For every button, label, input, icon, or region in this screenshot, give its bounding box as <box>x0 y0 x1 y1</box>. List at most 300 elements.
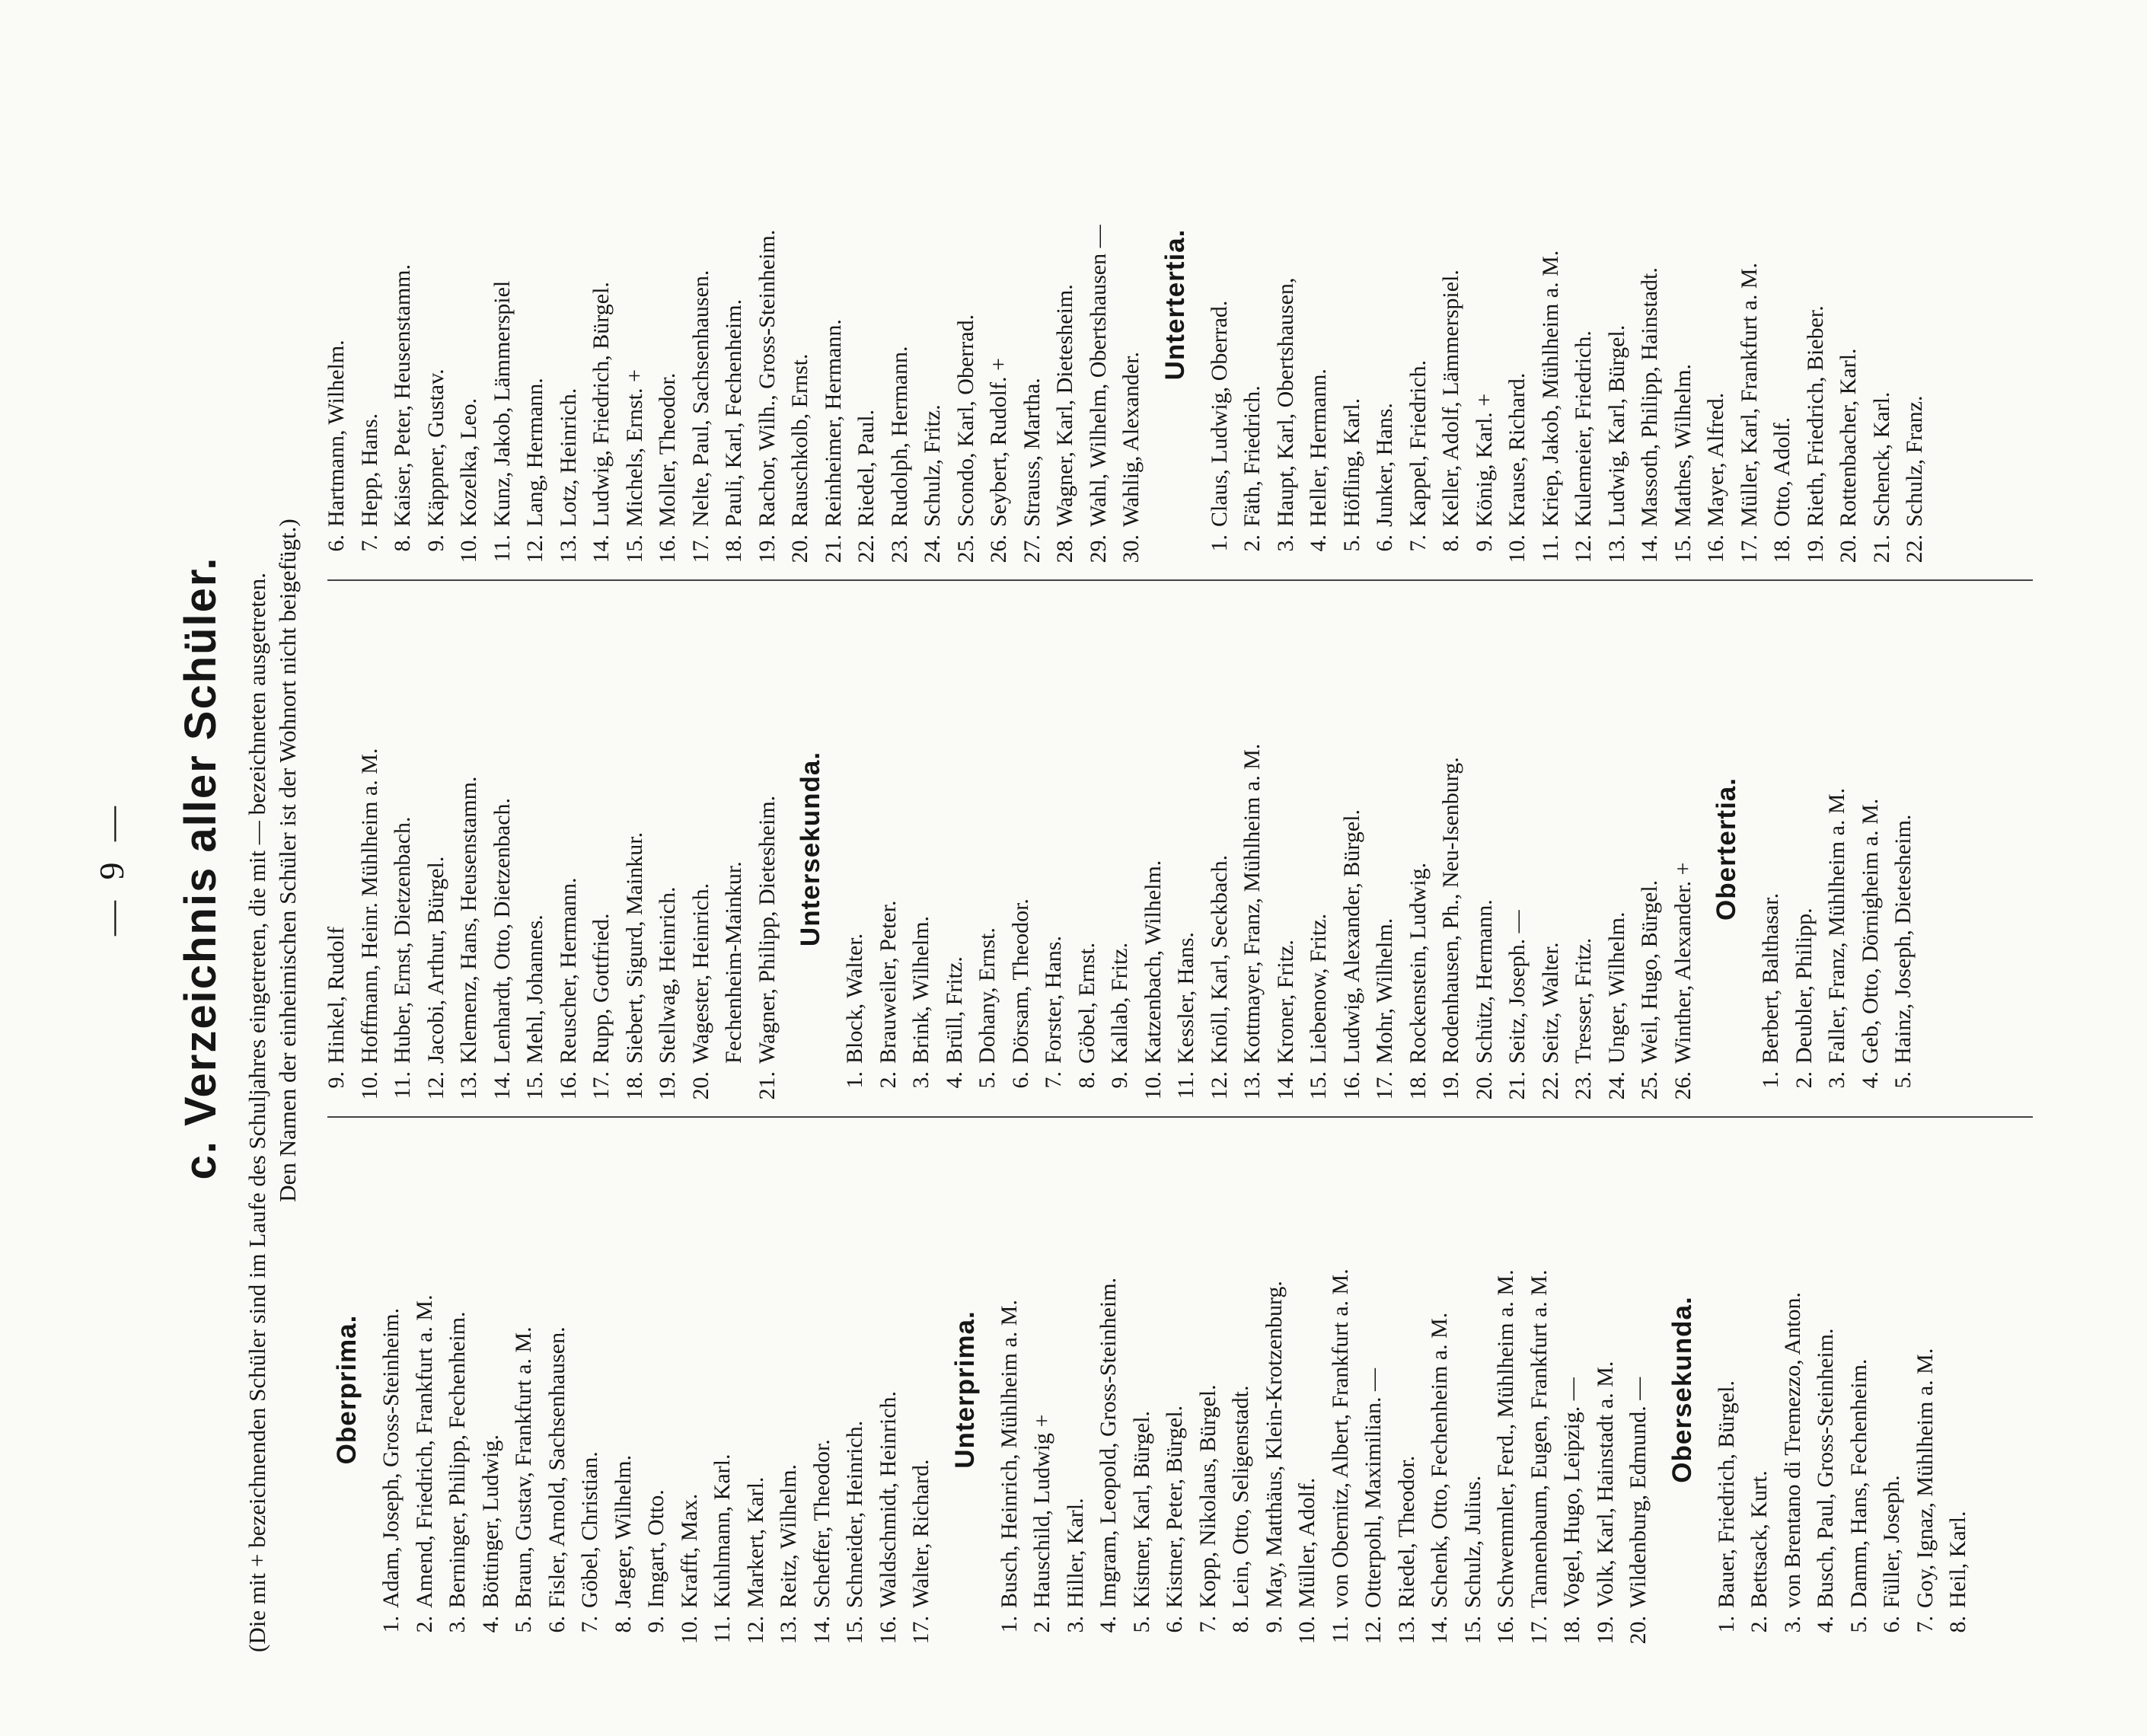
student-entry <box>552 590 585 1108</box>
student-entry <box>420 38 453 571</box>
class-heading: Obersekunda. <box>1667 1296 1697 1483</box>
entry-number: 4. <box>477 1616 503 1633</box>
student-name: Bauer, Friedrich, Bürgel. <box>1713 1380 1739 1608</box>
student-name: Adam, Joseph, Gross-Steinheim. <box>378 1307 404 1608</box>
entry-number: 15. <box>1306 1071 1331 1100</box>
student-name: Böttinger, Ludwig. <box>477 1434 503 1608</box>
entry-number: 17. <box>908 1616 933 1645</box>
entry-number: 1. <box>1713 1616 1739 1633</box>
student-entry <box>518 38 552 571</box>
student-entry <box>850 38 883 571</box>
entry-number: 10. <box>1140 1071 1166 1100</box>
entry-number: 19. <box>1438 1071 1463 1100</box>
entry-number: 5. <box>1338 535 1364 552</box>
student-name: Tresser, Fritz. <box>1571 937 1596 1064</box>
student-entry <box>1357 1127 1390 1652</box>
entry-number: 13. <box>1393 1616 1419 1645</box>
student-name: Göbel, Ernst. <box>1074 942 1099 1064</box>
student-entry <box>1434 590 1468 1108</box>
student-name: Mehl, Johannes. <box>522 914 547 1064</box>
entry-number: 11. <box>489 535 515 563</box>
entry-number: 25. <box>952 535 978 563</box>
student-entry <box>1037 590 1070 1108</box>
intro-line-1: (Die mit + bezeichnenden Schüler sind im Laufe des Schuljahres eingetreten, die mit — bezeichneten ausgetreten. <box>244 573 270 1652</box>
entry-number: 12. <box>1206 1071 1232 1100</box>
entry-number: 14. <box>1272 1071 1298 1100</box>
entry-number: 10. <box>1294 1616 1319 1645</box>
student-entry <box>1434 38 1468 571</box>
student-entry <box>1302 590 1335 1108</box>
student-name: Goy, Ignaz, Mühlheim a. M. <box>1912 1348 1938 1608</box>
student-entry <box>1754 590 1788 1108</box>
student-name: Rockenstein, Ludwig. <box>1405 862 1431 1064</box>
student-entry <box>386 38 420 571</box>
entry-number: 3. <box>1272 535 1298 552</box>
entry-number: 25. <box>1637 1071 1662 1100</box>
student-name: Damm, Hans, Fechenheim. <box>1846 1358 1871 1608</box>
student-entry <box>1324 1127 1357 1652</box>
student-entry <box>1169 590 1203 1108</box>
entry-number: 4. <box>1306 535 1331 552</box>
student-name: Lein, Otto, Seligenstadt. <box>1228 1385 1253 1608</box>
entry-number: 12. <box>423 1071 448 1100</box>
student-name: Volk, Karl, Hainstadt a. M. <box>1592 1361 1618 1608</box>
student-name: Fechenheim-Mainkur. <box>721 861 746 1064</box>
entry-number: 10. <box>356 1071 382 1100</box>
student-name: Riedel, Theodor. <box>1393 1455 1419 1608</box>
student-name: Brink, Wilhelm. <box>908 915 933 1064</box>
student-entry <box>993 1127 1026 1652</box>
entry-number: 11. <box>1537 535 1563 563</box>
student-entry <box>1335 38 1369 571</box>
student-entry <box>1203 590 1236 1108</box>
student-name: Kulemeier, Friedrich. <box>1571 330 1596 527</box>
student-name: Lang, Hermann. <box>522 378 547 527</box>
student-entry <box>441 1127 474 1652</box>
entry-number: 22. <box>1902 535 1927 563</box>
student-entry <box>618 38 652 571</box>
student-name: Wagner, Philipp, Dietesheim. <box>754 795 780 1064</box>
student-entry <box>1887 590 1920 1108</box>
student-name: Ludwig, Friedrich, Bürgel. <box>589 282 614 527</box>
student-entry <box>717 590 751 1108</box>
entry-number: 9. <box>1261 1616 1287 1633</box>
student-entry <box>1423 1127 1456 1652</box>
student-entry <box>684 590 718 1108</box>
student-name: Unger, Wilhelm. <box>1603 911 1629 1064</box>
student-entry <box>1368 38 1402 571</box>
entry-number: 16. <box>1493 1616 1518 1645</box>
entry-number: 18. <box>621 1071 647 1100</box>
student-entry <box>838 1127 872 1652</box>
student-name: Schütz, Hermann. <box>1471 899 1497 1064</box>
student-entry <box>883 38 917 571</box>
entry-number: 16. <box>1338 1071 1364 1100</box>
entry-number: 23. <box>886 535 912 563</box>
student-name: Markert, Karl. <box>742 1476 768 1608</box>
student-name: Kistner, Karl, Bürgel. <box>1128 1410 1154 1608</box>
student-entry <box>751 38 784 571</box>
student-name: Käppner, Gustav. <box>423 369 448 527</box>
student-entry <box>1158 1127 1192 1652</box>
student-entry <box>1456 1127 1490 1652</box>
student-entry <box>1016 38 1049 571</box>
student-entry <box>1909 1127 1942 1652</box>
student-entry <box>1402 38 1435 571</box>
intro-note <box>242 69 303 1652</box>
entry-number: 4. <box>1096 1616 1121 1633</box>
entry-number: 13. <box>456 1071 481 1100</box>
student-entry <box>1236 38 1269 571</box>
student-name: Wagester, Heinrich. <box>687 882 713 1064</box>
student-name: Rupp, Gottfried. <box>589 913 614 1064</box>
student-entry <box>1633 590 1667 1108</box>
student-entry <box>518 590 552 1108</box>
student-entry <box>1842 1127 1876 1652</box>
student-entry <box>320 38 353 571</box>
student-entry <box>1115 38 1148 571</box>
entry-number: 6. <box>1007 1071 1033 1089</box>
student-entry <box>1402 590 1435 1108</box>
student-name: Brauweiler, Peter. <box>875 900 901 1064</box>
student-name: Rodenhausen, Ph., Neu-Isenburg. <box>1438 757 1463 1064</box>
student-name: Bettsack, Kurt. <box>1747 1470 1772 1608</box>
student-name: Siebert, Sigurd, Mainkur. <box>621 831 647 1064</box>
student-entry <box>573 1127 607 1652</box>
entry-number: 21. <box>754 1071 780 1100</box>
entry-number: 18. <box>1559 1616 1584 1645</box>
entry-number: 5. <box>1846 1616 1871 1633</box>
entry-number: 3. <box>1779 1616 1805 1633</box>
student-name: Claus, Ludwig, Oberrad. <box>1206 300 1232 527</box>
student-entry <box>486 38 519 571</box>
student-entry <box>1523 1127 1556 1652</box>
entry-number: 20. <box>787 535 812 563</box>
student-name: Liebenow, Fritz. <box>1306 913 1331 1064</box>
entry-number: 2. <box>411 1616 437 1633</box>
entry-number: 17. <box>1736 535 1762 563</box>
entry-number: 29. <box>1085 535 1111 563</box>
entry-number: 2. <box>1239 535 1265 552</box>
entry-number: 15. <box>522 1071 547 1100</box>
student-name: Hoffmann, Heinr. Mühlheim a. M. <box>356 748 382 1064</box>
entry-number: 15. <box>621 535 647 563</box>
student-entry <box>651 590 684 1108</box>
student-name: Forster, Hans. <box>1041 936 1066 1064</box>
student-name: Kuhlmann, Karl. <box>710 1454 735 1608</box>
student-name: Knöll, Karl, Seckbach. <box>1206 854 1232 1064</box>
student-name: Imgart, Otto. <box>643 1489 668 1608</box>
entry-number: 7. <box>1195 1616 1220 1633</box>
entry-number: 8. <box>1438 535 1463 552</box>
student-entry <box>706 1127 739 1652</box>
student-name: Kessler, Hans. <box>1173 932 1198 1064</box>
student-entry <box>474 1127 508 1652</box>
student-name: Imgram, Leopold, Gross-Steinheim. <box>1096 1277 1121 1608</box>
student-name: Dohany, Ernst. <box>975 927 1000 1064</box>
student-entry <box>1898 38 1932 571</box>
student-name: Schwemmler, Ferd., Mühlheim a. M. <box>1493 1269 1518 1608</box>
student-name: Lotz, Heinrich. <box>555 388 581 527</box>
student-entry <box>1236 590 1269 1108</box>
entry-number: 1. <box>1758 1071 1783 1089</box>
entry-number: 15. <box>1460 1616 1485 1645</box>
student-name: Scheffer, Theodor. <box>809 1439 834 1608</box>
entry-number: 14. <box>589 535 614 563</box>
entry-number: 5. <box>975 1071 1000 1089</box>
student-entry <box>585 38 618 571</box>
student-name: Müller, Adolf. <box>1294 1477 1319 1608</box>
student-name: Weil, Hugo, Bürgel. <box>1637 879 1662 1064</box>
student-name: Michels, Ernst. + <box>621 369 647 527</box>
entry-number: 8. <box>610 1616 636 1633</box>
student-name: Göbel, Christian. <box>577 1451 602 1608</box>
student-name: Scondo, Karl, Oberrad. <box>952 314 978 527</box>
student-entry <box>1600 590 1634 1108</box>
student-entry <box>904 590 938 1108</box>
student-name: Strauss, Martha. <box>1019 378 1045 527</box>
student-entry <box>1743 1127 1776 1652</box>
entry-number: 9. <box>643 1616 668 1633</box>
student-name: Busch, Heinrich, Mühlheim a. M. <box>996 1300 1022 1608</box>
entry-number: 11. <box>1327 1616 1353 1644</box>
student-name: Haupt, Karl, Obertshausen, <box>1272 277 1298 527</box>
entry-number: 10. <box>456 535 481 563</box>
entry-number: 4. <box>1857 1071 1883 1089</box>
student-name: Stellwag, Heinrich. <box>655 886 680 1064</box>
student-name: Kistner, Peter, Bürgel. <box>1162 1405 1187 1608</box>
student-entry <box>806 1127 839 1652</box>
student-name: Höfling, Karl. <box>1338 397 1364 527</box>
student-entry <box>1865 38 1899 571</box>
student-entry <box>938 590 971 1108</box>
entry-number: 10. <box>676 1616 702 1645</box>
student-name: Ludwig, Karl, Bürgel. <box>1603 324 1629 527</box>
student-name: Rottenbacher, Karl. <box>1836 348 1861 527</box>
entry-number: 3. <box>1062 1616 1088 1633</box>
student-name: Faller, Franz, Mühlheim a. M. <box>1824 787 1849 1064</box>
student-name: Tannenbaum, Eugen, Frankfurt a. M. <box>1526 1269 1552 1608</box>
entry-number: 14. <box>1427 1616 1452 1645</box>
entry-number: 19. <box>1802 535 1828 563</box>
student-name: Geb, Otto, Dörnigheim a. M. <box>1857 798 1883 1064</box>
student-name: Schulz, Fritz. <box>920 404 945 527</box>
entry-number: 16. <box>655 535 680 563</box>
entry-number: 6. <box>1879 1616 1904 1633</box>
student-entry <box>375 1127 408 1652</box>
entry-number: 12. <box>1361 1616 1386 1645</box>
student-name: Waldschmidt, Heinrich. <box>875 1390 901 1608</box>
student-entry <box>1489 1127 1523 1652</box>
entry-number: 11. <box>710 1616 735 1644</box>
entry-number: 12. <box>522 535 547 563</box>
student-entry <box>1799 38 1833 571</box>
page-number: — 9 — <box>92 800 131 936</box>
student-name: Berbert, Balthasar. <box>1758 892 1783 1064</box>
student-name: Junker, Hans. <box>1372 403 1397 527</box>
student-entry <box>386 590 420 1108</box>
entry-number: 14. <box>489 1071 515 1100</box>
entry-number: 20. <box>1471 1071 1497 1100</box>
entry-number: 14. <box>809 1616 834 1645</box>
student-entry <box>1070 590 1104 1108</box>
entry-number: 9. <box>324 1071 349 1089</box>
student-name: Wildenburg, Edmund. — <box>1625 1377 1651 1608</box>
entry-number: 19. <box>655 1071 680 1100</box>
entry-number: 1. <box>378 1616 404 1633</box>
student-entry <box>904 1127 938 1652</box>
student-entry <box>1776 1127 1810 1652</box>
student-entry <box>1555 1127 1589 1652</box>
entry-number: 8. <box>1074 1071 1099 1089</box>
student-name: Wahl, Wilhelm, Obertshausen — <box>1085 225 1111 527</box>
entry-number: 12. <box>742 1616 768 1645</box>
student-entry <box>1004 590 1038 1108</box>
student-name: Hauschild, Ludwig + <box>1029 1414 1054 1608</box>
entry-number: 17. <box>589 1071 614 1100</box>
student-name: Kallab, Fritz. <box>1107 942 1132 1064</box>
student-entry <box>1203 38 1236 571</box>
entry-number: 6. <box>544 1616 569 1633</box>
student-name: Moller, Theodor. <box>655 372 680 527</box>
student-entry <box>1589 1127 1622 1652</box>
student-entry <box>1269 590 1303 1108</box>
student-name: Hinkel, Rudolf <box>324 927 349 1064</box>
entry-number: 22. <box>853 535 879 563</box>
class-heading: Oberprima. <box>332 1314 362 1465</box>
student-entry <box>838 590 872 1108</box>
entry-number: 5. <box>511 1616 536 1633</box>
student-name: Nelte, Paul, Sachsenhausen. <box>687 270 713 527</box>
student-name: Rieth, Friedrich, Bieber. <box>1802 305 1828 527</box>
entry-number: 16. <box>555 1071 581 1100</box>
entry-number: 19. <box>754 535 780 563</box>
student-name: Seitz, Walter. <box>1537 942 1563 1064</box>
student-name: Dörsam, Theodor. <box>1007 898 1033 1064</box>
student-name: Pauli, Karl, Fechenheim. <box>721 298 746 527</box>
entry-number: 10. <box>1504 535 1530 563</box>
student-entry <box>1633 38 1667 571</box>
student-name: Schulz, Franz. <box>1902 395 1927 527</box>
student-entry <box>1092 1127 1125 1652</box>
student-name: Krafft, Max. <box>676 1493 702 1608</box>
student-entry <box>673 1127 707 1652</box>
student-column-1 <box>320 1127 1975 1652</box>
student-name: Reinheimer, Hermann. <box>820 319 846 527</box>
student-entry <box>1468 590 1501 1108</box>
student-name: Hartmann, Wilhelm. <box>324 340 349 527</box>
student-entry <box>1534 38 1568 571</box>
student-name: Brüll, Fritz. <box>941 956 967 1064</box>
student-entry <box>982 38 1016 571</box>
entry-number: 6. <box>1162 1616 1187 1633</box>
student-name: Rachor, Wilh., Gross-Steinheim. <box>754 229 780 527</box>
entry-number: 2. <box>875 1071 901 1089</box>
student-entry <box>1667 590 1700 1108</box>
student-name: Schenk, Otto, Fechenheim a. M. <box>1427 1312 1452 1608</box>
student-entry <box>1103 590 1137 1108</box>
student-entry <box>640 1127 673 1652</box>
student-entry <box>1809 1127 1842 1652</box>
student-entry <box>783 38 817 571</box>
entry-number: 3. <box>908 1071 933 1089</box>
student-entry <box>408 1127 442 1652</box>
entry-number: 30. <box>1118 535 1144 563</box>
entry-number: 16. <box>1703 535 1728 563</box>
student-name: Hainz, Joseph, Dietesheim. <box>1890 814 1916 1064</box>
entry-number: 8. <box>1945 1616 1970 1633</box>
student-entry <box>772 1127 806 1652</box>
student-name: Müller, Karl, Frankfurt a. M. <box>1736 262 1762 527</box>
student-entry <box>739 1127 773 1652</box>
student-name: Riedel, Paul. <box>853 409 879 527</box>
student-name: Seybert, Rudolf. + <box>986 358 1011 527</box>
student-name: Schneider, Heinrich. <box>842 1420 867 1608</box>
entry-number: 1. <box>996 1616 1022 1633</box>
student-entry <box>1788 590 1821 1108</box>
student-name: Jacobi, Arthur, Bürgel. <box>423 856 448 1064</box>
student-entry <box>1368 590 1402 1108</box>
student-column-2 <box>320 590 1920 1108</box>
student-name: Fisler, Arnold, Sachsenhausen. <box>544 1326 569 1608</box>
entry-number: 26. <box>986 535 1011 563</box>
student-name: Kottmayer, Franz, Mühlheim a. M. <box>1239 743 1265 1064</box>
student-entry <box>1224 1127 1258 1652</box>
student-name: Busch, Paul, Gross-Steinheim. <box>1813 1328 1838 1608</box>
class-heading: Obertertia. <box>1712 777 1741 921</box>
entry-number: 20. <box>687 1071 713 1100</box>
student-entry <box>1600 38 1634 571</box>
entry-number: 22. <box>1537 1071 1563 1100</box>
student-entry <box>872 590 905 1108</box>
entry-number: 9. <box>1471 535 1497 552</box>
student-entry <box>1125 1127 1159 1652</box>
student-name: May, Matthäus, Klein-Krotzenburg. <box>1261 1281 1287 1608</box>
student-name: Rudolph, Hermann. <box>886 346 912 527</box>
student-entry <box>420 590 453 1108</box>
student-name: Berninger, Philipp, Fechenheim. <box>445 1311 470 1608</box>
student-name: Mohr, Wilhelm. <box>1372 917 1397 1064</box>
student-entry <box>507 1127 541 1652</box>
entry-number: 2. <box>1747 1616 1772 1633</box>
entry-number: 11. <box>1173 1071 1198 1099</box>
entry-number: 8. <box>390 535 415 552</box>
student-entry <box>552 38 585 571</box>
student-name: Hiller, Karl. <box>1062 1498 1088 1608</box>
entry-number: 17. <box>687 535 713 563</box>
entry-number: 18. <box>1769 535 1794 563</box>
entry-number: 13. <box>1603 535 1629 563</box>
student-name: Füller, Joseph. <box>1879 1475 1904 1608</box>
entry-number: 5. <box>1890 1071 1916 1089</box>
entry-number: 4. <box>1813 1616 1838 1633</box>
student-entry <box>1192 1127 1225 1652</box>
entry-number: 15. <box>1670 535 1696 563</box>
student-entry <box>1059 1127 1093 1652</box>
entry-number: 3. <box>1824 1071 1849 1089</box>
student-entry <box>1335 590 1369 1108</box>
student-name: Klemenz, Hans, Heusenstamm. <box>456 776 481 1064</box>
student-name: Kozelka, Leo. <box>456 397 481 527</box>
student-name: Vogel, Hugo, Leipzig. — <box>1559 1377 1584 1608</box>
student-name: Kappel, Friedrich. <box>1405 359 1431 527</box>
entry-number: 9. <box>1107 1071 1132 1089</box>
entry-number: 11. <box>390 1071 415 1099</box>
student-entry <box>1820 590 1854 1108</box>
entry-number: 6. <box>324 535 349 552</box>
student-name: Winther, Alexander. + <box>1670 862 1696 1064</box>
student-name: Walter, Richard. <box>908 1459 933 1608</box>
